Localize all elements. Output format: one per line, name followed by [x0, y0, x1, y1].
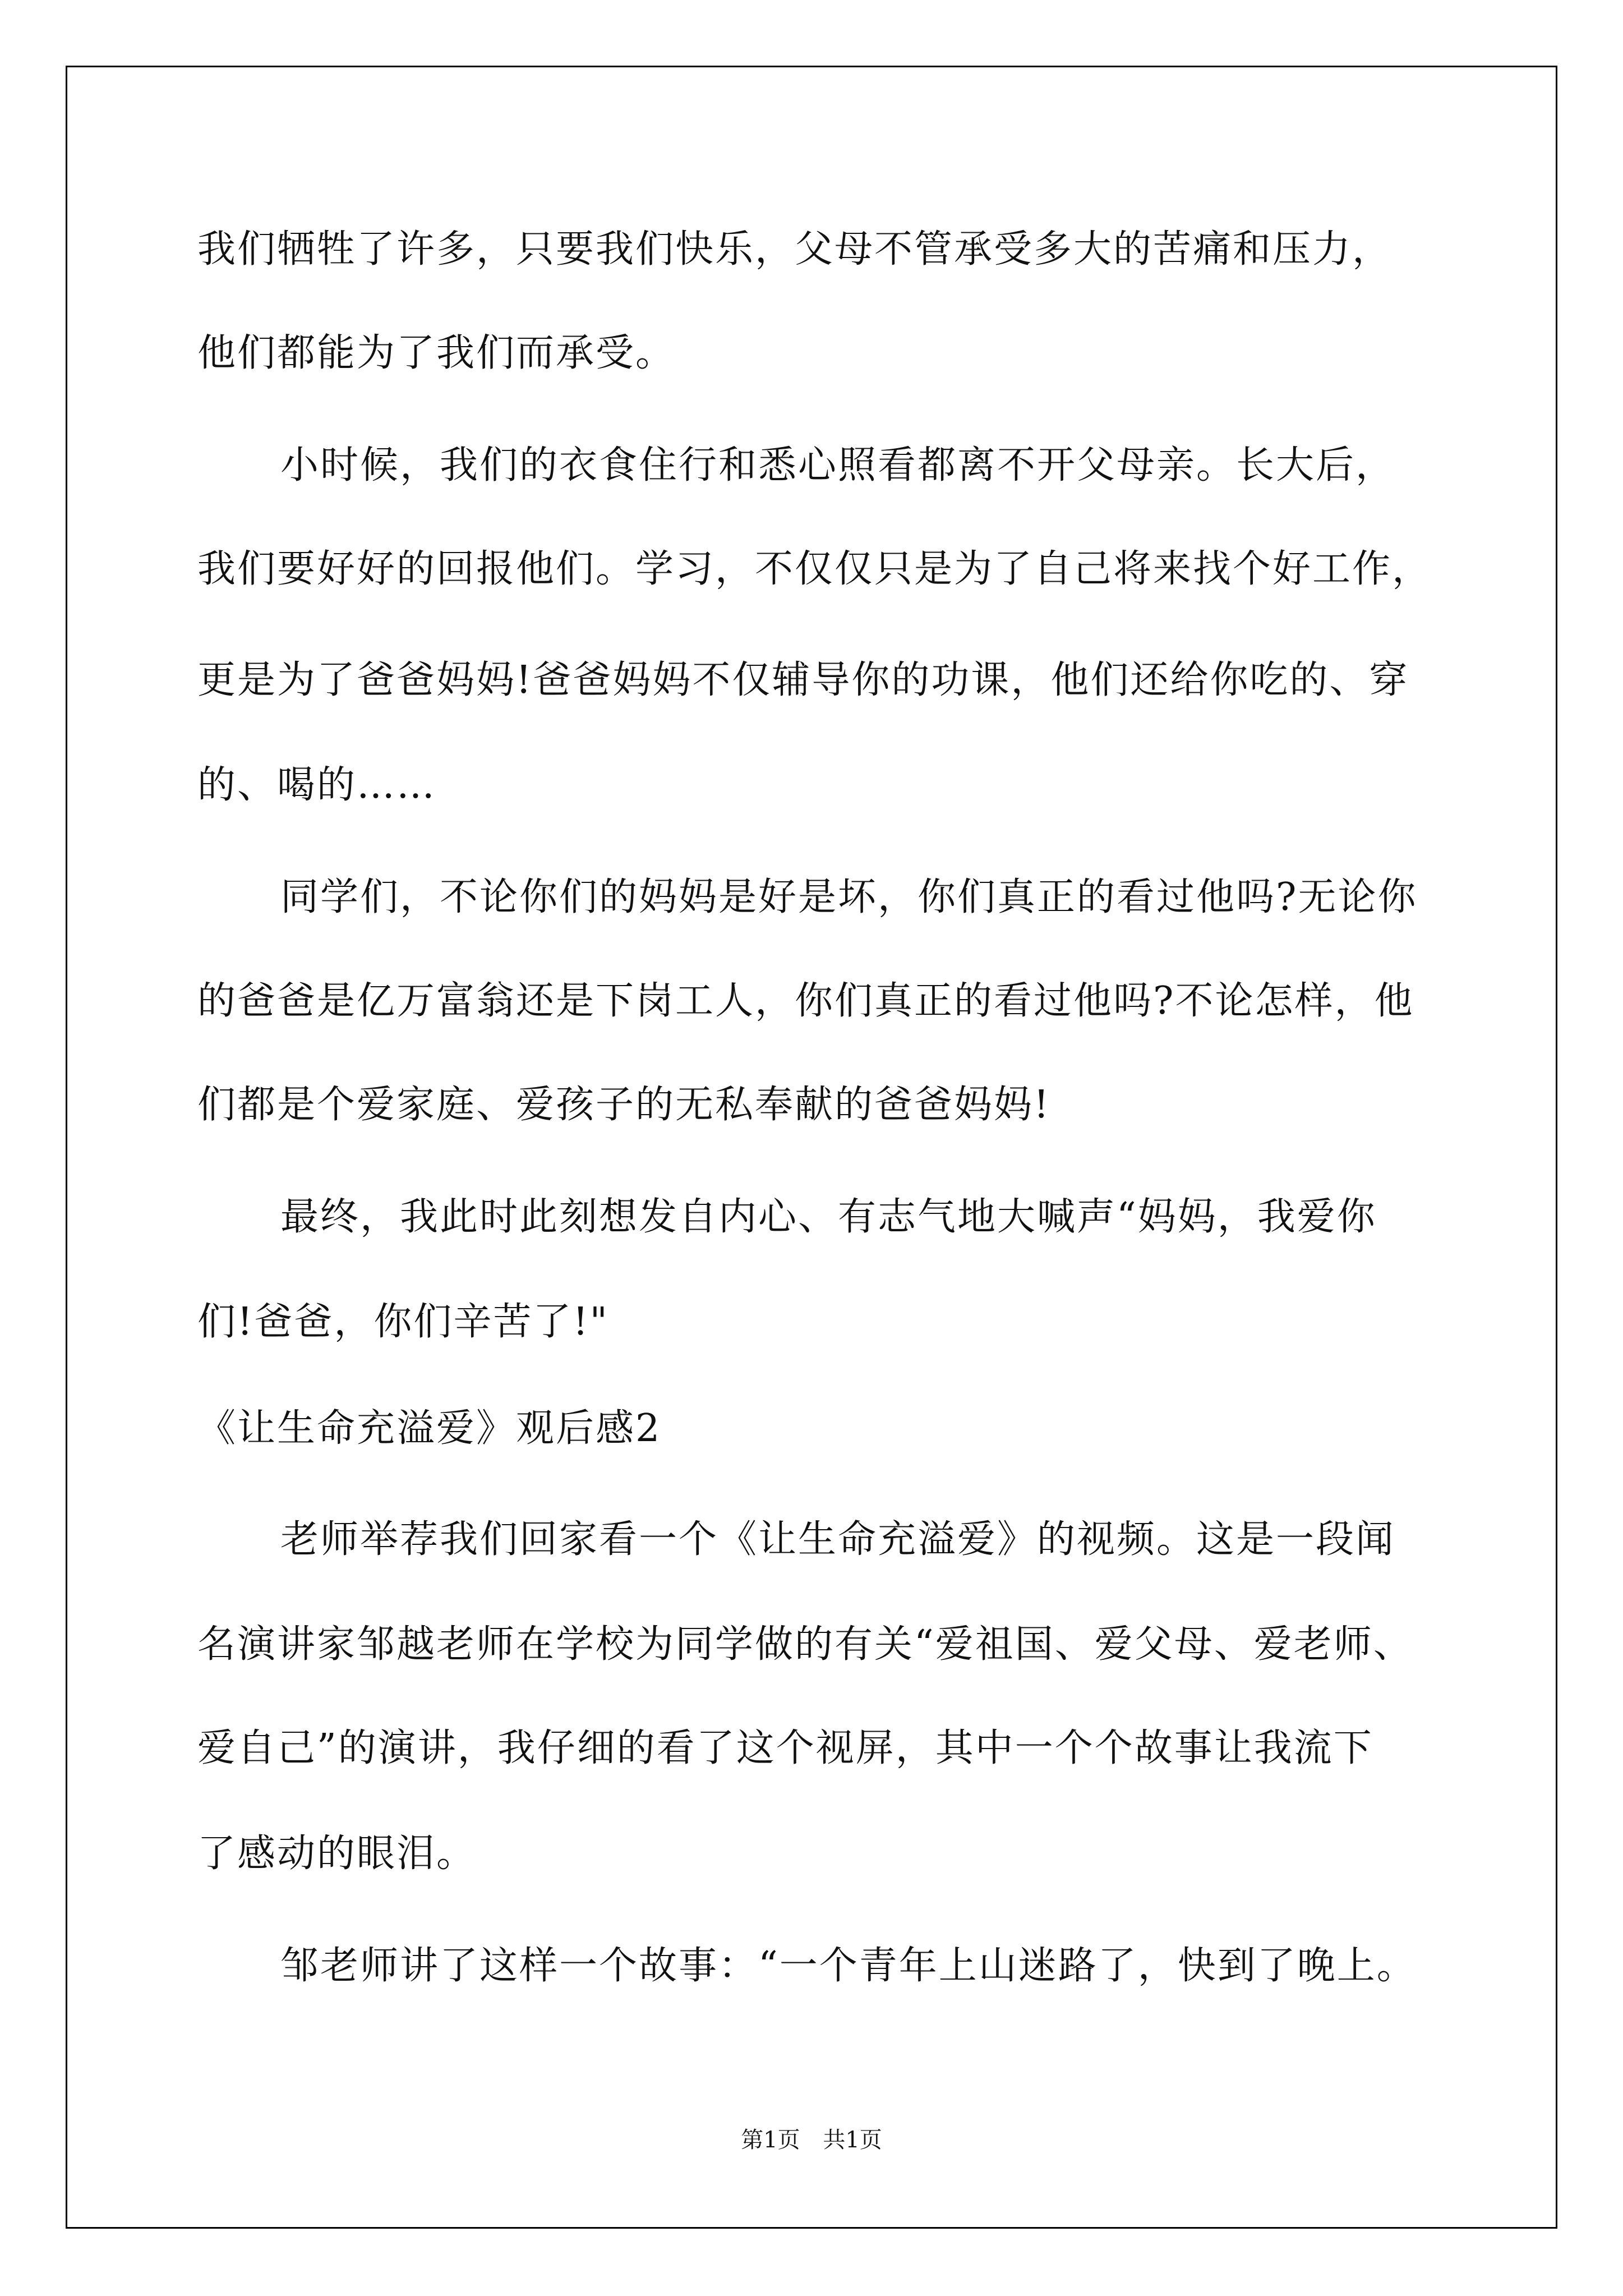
text-line: 老师举荐我们回家看一个《让生命充溢爱》的视频。这是一段闻 — [280, 1517, 1396, 1562]
text-line: 爱自己”的演讲，我仔细的看了这个视屏，其中一个个故事让我流下 — [197, 1726, 1373, 1770]
page-footer — [0, 2124, 1623, 2156]
text-line: 邹老师讲了这样一个故事：“一个青年上山迷路了，快到了晚上。 — [280, 1944, 1417, 1988]
page-number: 第1页 — [741, 2127, 800, 2153]
text-line: 最终，我此时此刻想发自内心、有志气地大喊声“妈妈，我爱你 — [280, 1195, 1377, 1239]
text-line: 我们要好好的回报他们。学习，不仅仅只是为了自己将来找个好工作， — [197, 547, 1432, 591]
text-line: 了感动的眼泪。 — [197, 1832, 477, 1876]
text-line: 们!爸爸，你们辛苦了!" — [197, 1300, 609, 1344]
page-total: 共1页 — [823, 2127, 882, 2153]
section-heading: 《让生命充溢爱》观后感2 — [197, 1406, 662, 1451]
text-line: 他们都能为了我们而承受。 — [197, 331, 676, 375]
text-line: 小时候，我们的衣食住行和悉心照看都离不开父母亲。长大后， — [280, 443, 1396, 487]
text-line: 同学们，不论你们的妈妈是好是坏，你们真正的看过他吗?无论你 — [280, 875, 1418, 919]
text-line: 更是为了爸爸妈妈!爸爸妈妈不仅辅导你的功课，他们还给你吃的、穿 — [197, 658, 1409, 702]
text-line: 名演讲家邹越老师在学校为同学做的有关“爱祖国、爱父母、爱老师、 — [197, 1622, 1413, 1667]
page-border — [66, 66, 1557, 2229]
text-line: 的、喝的…… — [197, 763, 437, 807]
text-line: 们都是个爱家庭、爱孩子的无私奉献的爸爸妈妈! — [197, 1083, 1051, 1127]
text-line: 我们牺牲了许多，只要我们快乐，父母不管承受多大的苦痛和压力， — [197, 227, 1393, 272]
text-line: 的爸爸是亿万富翁还是下岗工人，你们真正的看过他吗?不论怎样，他 — [197, 979, 1414, 1023]
